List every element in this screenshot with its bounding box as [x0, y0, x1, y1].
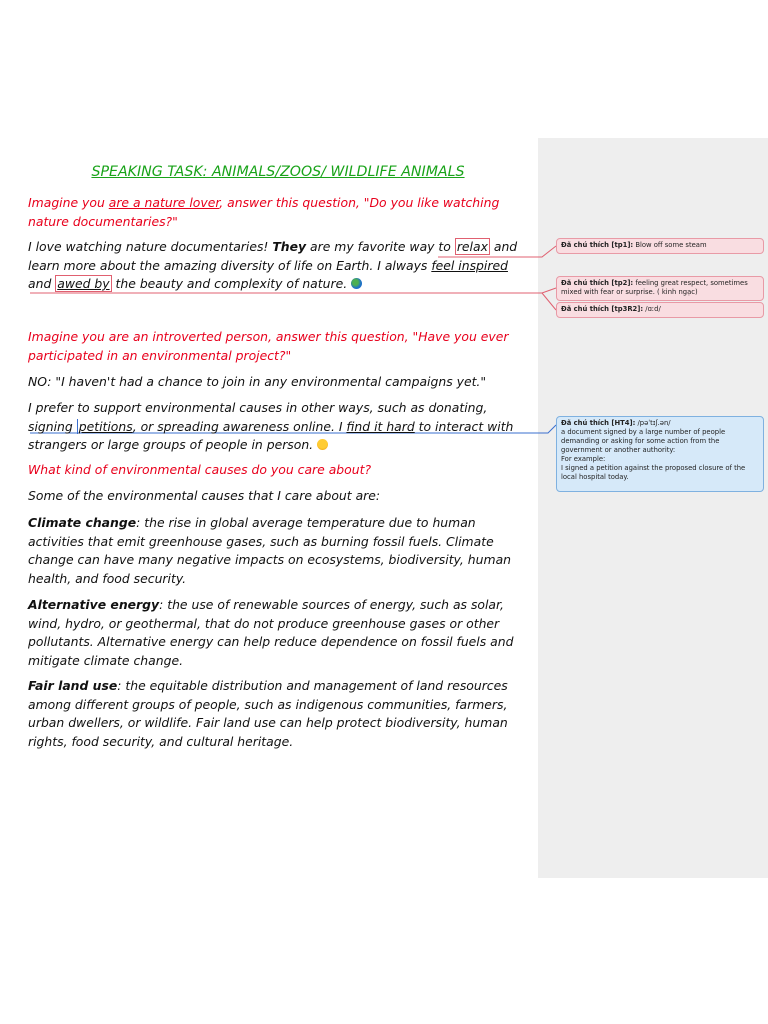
phrase-feel-inspired: feel inspired — [431, 257, 508, 273]
comment-ht4[interactable] — [556, 416, 764, 492]
question-1-post: , answer this question, "Do you like watching nature documentaries?" — [28, 195, 500, 229]
answer-1-part: the beauty and complexity of nature. — [111, 276, 352, 291]
cause-text: : the use of renewable sources of energy, such as solar, wind, hydro, or geothermal, that do not produce greenhouse gases or other pollutants. Alternative energy can help reduce dependence on fossil fuels and mitigate climate change. — [28, 597, 514, 668]
question-3: What kind of environmental causes do you care about? — [28, 462, 372, 477]
comment-line: For example: — [561, 455, 606, 463]
comment-label: Đã chú thích [HT4]: — [561, 419, 636, 427]
cause-text: : the rise in global average temperature due to human activities that emit greenhouse gases, such as burning fossil fuels. Climate change can have many negative impacts on ecosystems, biodiversity, human health, and food security. — [28, 515, 512, 586]
globe-emoji-icon — [351, 278, 362, 289]
cause-alternative-energy — [28, 596, 528, 670]
question-1-pre: Imagine you — [28, 195, 109, 210]
cause-term: Fair land use — [28, 678, 118, 693]
comment-label: Đã chú thích [tp2]: — [561, 279, 634, 287]
answer-2 — [28, 399, 528, 455]
answer-2-part: , or spreading awareness online. I — [132, 418, 347, 434]
comment-tp3[interactable] — [556, 302, 764, 318]
comment-tp1[interactable] — [556, 238, 764, 254]
answer-1-part: and — [28, 276, 56, 291]
answer-1-part: are my favorite way to — [306, 239, 455, 254]
question-1 — [28, 194, 528, 231]
cause-term: Alternative energy — [28, 597, 160, 612]
comment-label: Đã chú thích [tp3R2]: — [561, 305, 644, 313]
phrase-find-it-hard: find it hard — [346, 418, 415, 434]
cause-climate-change — [28, 514, 528, 588]
answer-1 — [28, 238, 528, 294]
comment-anchor-awed-by[interactable]: awed by — [57, 276, 110, 291]
comment-line: a document signed by a large number of people demanding or asking for some action from the government or another authority: — [561, 428, 726, 454]
answer-1-part: and learn more about the amazing diversity of life on Earth. I always — [28, 239, 518, 273]
cause-term: Climate change — [28, 515, 137, 530]
comment-text: feeling great respect, sometimes mixed with fear or surprise. ( kinh ngạc) — [561, 279, 748, 296]
comment-line: I signed a petition against the proposed closure of the local hospital today. — [561, 464, 746, 481]
answer-2-part: I prefer to support environmental causes in other ways, such as donating, signing — [28, 400, 488, 434]
comment-text: /pəˈtɪʃ.ən/ — [635, 419, 671, 427]
comment-anchor-relax[interactable]: relax — [456, 239, 488, 254]
comment-text: /ɑːd/ — [643, 305, 661, 313]
cause-fair-land-use — [28, 677, 528, 751]
question-2: Imagine you are an introverted person, answer this question, "Have you ever participated in an environmental project?" — [28, 329, 509, 363]
answer-1-part: I love watching nature documentaries! — [28, 239, 273, 254]
comment-text: Blow off some steam — [633, 241, 707, 249]
comment-tp2[interactable] — [556, 276, 764, 301]
cause-text: : the equitable distribution and management of land resources among different groups of people, such as indigenous communities, farmers, urban dwellers, or wildlife. Fair land use can help protect biodiversity, human rights, food security, and cultural heritage. — [28, 678, 508, 749]
comment-label: Đã chú thích [tp1]: — [561, 241, 634, 249]
smiling-face-emoji-icon — [317, 439, 328, 450]
comment-anchor-petitions[interactable]: petitions — [78, 418, 133, 434]
answer-2-no: NO: "I haven't had a chance to join in any environmental campaigns yet." — [28, 374, 487, 389]
question-1-highlight: are a nature lover — [108, 195, 220, 210]
answer-1-they: They — [272, 239, 307, 254]
connector-tp3 — [542, 293, 556, 310]
answer-2-part: to interact with strangers or large groups of people in person. — [28, 418, 514, 452]
page-title: SPEAKING TASK: ANIMALS/ZOOS/ WILDLIFE ANIMALS — [91, 164, 465, 180]
causes-intro: Some of the environmental causes that I care about are: — [28, 488, 381, 503]
